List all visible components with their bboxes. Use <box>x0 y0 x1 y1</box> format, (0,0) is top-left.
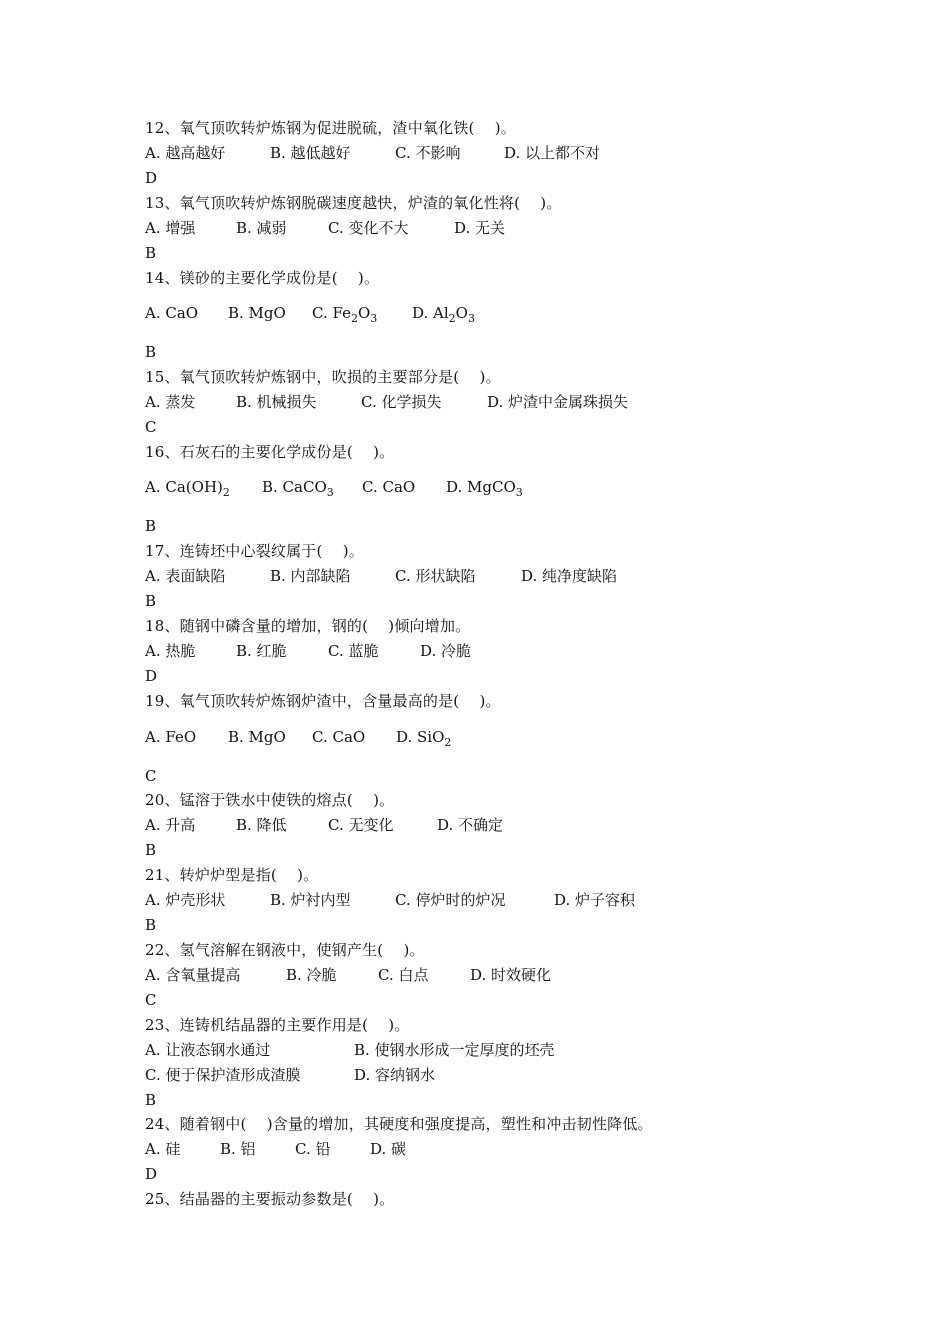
question-stem: 20、锰溶于铁水中使铁的熔点( )。 <box>145 791 395 809</box>
option-text: D. Al <box>412 304 449 322</box>
option-a <box>145 303 198 323</box>
option-text: C. CaO <box>312 728 366 746</box>
option-text: D. MgCO <box>446 478 516 496</box>
option-c: C. 白点 <box>378 966 429 984</box>
option-d: D. 时效硬化 <box>470 966 552 984</box>
option-a: A. 增强 <box>145 219 196 237</box>
option-text: C. Fe <box>312 304 351 322</box>
option-b: B. 使钢水形成一定厚度的坯壳 <box>354 1041 555 1059</box>
option-text: D. SiO <box>396 728 445 746</box>
answer: C <box>145 767 157 785</box>
option-d: D. 不确定 <box>437 816 504 834</box>
question-stem: 21、转炉炉型是指( )。 <box>145 866 319 884</box>
option-a: A. 升高 <box>145 816 196 834</box>
option-d: D. 容纳钢水 <box>354 1066 436 1084</box>
option-c: C. 化学损失 <box>361 393 442 411</box>
subscript: 3 <box>515 486 523 499</box>
option-d: D. 冷脆 <box>420 642 472 660</box>
question-stem: 23、连铸机结晶器的主要作用是( )。 <box>145 1016 410 1034</box>
option-text: O <box>455 304 468 322</box>
option-d <box>396 727 451 747</box>
option-d <box>412 303 475 323</box>
subscript: 3 <box>326 486 334 499</box>
question-stem: 12、氧气顶吹转炉炼钢为促进脱硫，渣中氧化铁( )。 <box>145 119 516 137</box>
answer: C <box>145 991 157 1009</box>
option-d: D. 以上都不对 <box>504 144 601 162</box>
option-text: O <box>357 304 371 322</box>
option-b <box>262 477 334 497</box>
option-text: B. CaCO <box>262 478 327 496</box>
option-text: C. CaO <box>362 478 416 496</box>
question-stem: 18、随钢中磷含量的增加，钢的( )倾向增加。 <box>145 617 471 635</box>
option-text: B. MgO <box>228 304 286 322</box>
option-a <box>145 727 196 747</box>
option-b: B. 越低越好 <box>270 144 351 162</box>
answer: C <box>145 418 157 436</box>
question-stem: 25、结晶器的主要振动参数是( )。 <box>145 1190 395 1208</box>
option-d: D. 炉渣中金属珠损失 <box>487 393 629 411</box>
answer: B <box>145 916 157 934</box>
option-a: A. 蒸发 <box>145 393 196 411</box>
question-stem: 24、随着钢中( )含量的增加，其硬度和强度提高，塑性和冲击韧性降低。 <box>145 1115 653 1133</box>
option-c: C. 变化不大 <box>328 219 409 237</box>
question-stem: 19、氧气顶吹转炉炼钢炉渣中，含量最高的是( )。 <box>145 692 501 710</box>
option-c: C. 不影响 <box>395 144 461 162</box>
option-c: C. 形状缺陷 <box>395 567 476 585</box>
question-stem: 17、连铸坯中心裂纹属于( )。 <box>145 542 364 560</box>
answer: B <box>145 517 157 535</box>
option-b: B. 内部缺陷 <box>270 567 351 585</box>
option-b: B. 机械损失 <box>236 393 317 411</box>
option-c: C. 停炉时的炉况 <box>395 891 506 909</box>
answer: D <box>145 169 158 187</box>
option-a: A. 炉壳形状 <box>145 891 226 909</box>
option-c: C. 无变化 <box>328 816 394 834</box>
answer: D <box>145 1165 158 1183</box>
answer: B <box>145 244 157 262</box>
option-b <box>228 303 286 323</box>
option-c: C. 铅 <box>295 1140 331 1158</box>
option-c <box>312 303 377 323</box>
option-a <box>145 477 230 497</box>
option-d: D. 碳 <box>370 1140 407 1158</box>
option-c <box>312 727 365 747</box>
option-c: C. 蓝脆 <box>328 642 379 660</box>
option-text: B. MgO <box>228 728 286 746</box>
option-text: A. Ca(OH) <box>145 478 223 496</box>
answer: D <box>145 667 158 685</box>
option-text: A. FeO <box>145 728 197 746</box>
question-stem: 14、镁砂的主要化学成份是( )。 <box>145 269 380 287</box>
answer: B <box>145 592 157 610</box>
question-stem: 22、氢气溶解在钢液中，使钢产生( )。 <box>145 941 425 959</box>
option-b: B. 降低 <box>236 816 287 834</box>
option-b <box>228 727 286 747</box>
question-stem: 13、氧气顶吹转炉炼钢脱碳速度越快，炉渣的氧化性将( )。 <box>145 194 562 212</box>
answer: B <box>145 841 157 859</box>
option-a: A. 让液态钢水通过 <box>145 1041 271 1059</box>
option-text: A. CaO <box>145 304 199 322</box>
answer: B <box>145 1091 157 1109</box>
option-c <box>362 477 415 497</box>
option-a: A. 越高越好 <box>145 144 226 162</box>
option-d: D. 纯净度缺陷 <box>521 567 618 585</box>
subscript: 2 <box>222 486 230 499</box>
option-b: B. 冷脆 <box>286 966 337 984</box>
option-d: D. 炉子容积 <box>554 891 636 909</box>
option-a: A. 硅 <box>145 1140 181 1158</box>
option-b: B. 红脆 <box>236 642 287 660</box>
option-b: B. 减弱 <box>236 219 287 237</box>
option-b: B. 铝 <box>220 1140 256 1158</box>
option-a: A. 表面缺陷 <box>145 567 226 585</box>
subscript: 2 <box>350 312 358 325</box>
question-stem: 16、石灰石的主要化学成份是( )。 <box>145 443 395 461</box>
answer: B <box>145 343 157 361</box>
option-a: A. 热脆 <box>145 642 196 660</box>
option-d: D. 无关 <box>454 219 506 237</box>
option-d <box>446 477 523 497</box>
subscript: 3 <box>467 312 475 325</box>
subscript: 2 <box>444 736 452 749</box>
question-stem: 15、氧气顶吹转炉炼钢中，吹损的主要部分是( )。 <box>145 368 501 386</box>
option-a: A. 含氧量提高 <box>145 966 241 984</box>
subscript: 2 <box>448 312 456 325</box>
subscript: 3 <box>370 312 378 325</box>
option-b: B. 炉衬内型 <box>270 891 351 909</box>
option-c: C. 便于保护渣形成渣膜 <box>145 1066 301 1084</box>
